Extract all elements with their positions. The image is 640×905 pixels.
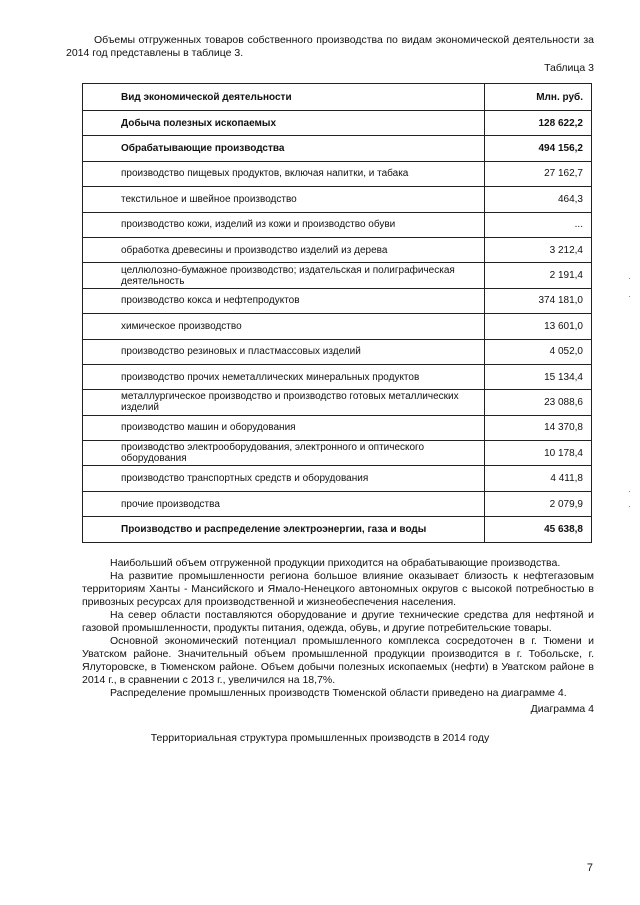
row-value-cell: 15 134,4: [485, 364, 592, 389]
margin-mark: ·: [628, 291, 631, 301]
table-row: [83, 111, 592, 136]
table-row: [83, 364, 592, 389]
row-value-cell: 3 212,4: [485, 237, 592, 262]
row-name-cell: Производство и распределение электроэнергии, газа и воды: [83, 517, 485, 542]
row-name-cell: Обрабатывающие производства: [83, 136, 485, 161]
header-name-cell: Вид экономической деятельности: [83, 84, 485, 111]
row-name-cell: целлюлозно-бумажное производство; издательская и полиграфическая деятельность: [83, 263, 485, 288]
row-name-cell: производство резиновых и пластмассовых изделий: [83, 339, 485, 364]
row-value-cell: 464,3: [485, 187, 592, 212]
margin-mark: ·: [628, 501, 631, 511]
paragraph: На развитие промышленности региона большое влияние оказывает близость к нефтегазовым территориям Ханты - Мансийского и Ямало-Ненецкого автономных округов с высокой потребностью в привозных ресурсах для производственной и жизнеобеспечения населения.: [82, 570, 594, 608]
table-row: [83, 263, 592, 288]
row-name-cell: прочие производства: [83, 491, 485, 516]
page-number: 7: [586, 862, 593, 874]
table-row: [83, 441, 592, 466]
body-text: [82, 557, 594, 700]
row-value-cell: 494 156,2: [485, 136, 592, 161]
paragraph: Основной экономический потенциал промышленного комплекса сосредоточен в г. Тюмени и Уватском районе. Значительный объем промышленной продукции производится в г. Тобольске, г. Ялуторовске, в Тюменском районе. Объем добычи полезных ископаемых (нефти) в Уватском районе в 2014 г., в сравнении с 2013 г., увеличился на 18,7%.: [82, 635, 594, 686]
row-value-cell: 374 181,0: [485, 288, 592, 313]
header-value-cell: Млн. руб.: [485, 84, 592, 111]
row-name-cell: производство кожи, изделий из кожи и производство обуви: [83, 212, 485, 237]
table-row: [83, 136, 592, 161]
margin-mark: ·: [628, 273, 631, 283]
row-name-cell: металлургическое производство и производство готовых металлических изделий: [83, 390, 485, 415]
intro-paragraph: Объемы отгруженных товаров собственного производства по видам экономической деятельности за 2014 год представлены в таблице 3.: [66, 34, 594, 59]
row-name-cell: химическое производство: [83, 314, 485, 339]
row-value-cell: 2 191,4: [485, 263, 592, 288]
row-value-cell: 45 638,8: [485, 517, 592, 542]
row-name-cell: производство электрооборудования, электронного и оптического оборудования: [83, 441, 485, 466]
table-row: [83, 187, 592, 212]
row-name-cell: обработка древесины и производство изделий из дерева: [83, 237, 485, 262]
table-row: [83, 415, 592, 440]
data-table: [82, 83, 592, 543]
paragraph: Наибольший объем отгруженной продукции приходится на обрабатывающие производства.: [110, 557, 561, 569]
row-value-cell: 4 052,0: [485, 339, 592, 364]
row-value-cell: 10 178,4: [485, 441, 592, 466]
row-name-cell: производство прочих неметаллических минеральных продуктов: [83, 364, 485, 389]
table-row: [83, 237, 592, 262]
row-name-cell: производство пищевых продуктов, включая напитки, и табака: [83, 161, 485, 186]
table-row: [83, 517, 592, 542]
diagram-label: Диаграмма 4: [530, 703, 594, 715]
paragraph: Распределение промышленных производств Тюменской области приведено на диаграмме 4.: [110, 687, 567, 699]
row-name-cell: текстильное и швейное производство: [83, 187, 485, 212]
row-value-cell: 4 411,8: [485, 466, 592, 491]
row-value-cell: 14 370,8: [485, 415, 592, 440]
margin-mark: ·: [628, 486, 631, 496]
table-row: [83, 491, 592, 516]
table-row: [83, 466, 592, 491]
table-header-row: [83, 84, 592, 111]
table-row: [83, 390, 592, 415]
row-value-cell: 23 088,6: [485, 390, 592, 415]
row-name-cell: Добыча полезных ископаемых: [83, 111, 485, 136]
table-row: [83, 212, 592, 237]
table-row: [83, 161, 592, 186]
row-value-cell: 13 601,0: [485, 314, 592, 339]
row-name-cell: производство кокса и нефтепродуктов: [83, 288, 485, 313]
table-row: [83, 314, 592, 339]
row-name-cell: производство транспортных средств и оборудования: [83, 466, 485, 491]
row-value-cell: 128 622,2: [485, 111, 592, 136]
paragraph: На север области поставляются оборудование и другие технические средства для нефтяной и газовой промышленности, продукты питания, одежда, обувь, и другие потребительские товары.: [82, 609, 594, 634]
table-label: Таблица 3: [544, 62, 594, 74]
diagram-title: Территориальная структура промышленных производств в 2014 году: [150, 732, 490, 744]
row-value-cell: 27 162,7: [485, 161, 592, 186]
row-name-cell: производство машин и оборудования: [83, 415, 485, 440]
table-row: [83, 339, 592, 364]
table-row: [83, 288, 592, 313]
row-value-cell: 2 079,9: [485, 491, 592, 516]
row-value-cell: ...: [485, 212, 592, 237]
